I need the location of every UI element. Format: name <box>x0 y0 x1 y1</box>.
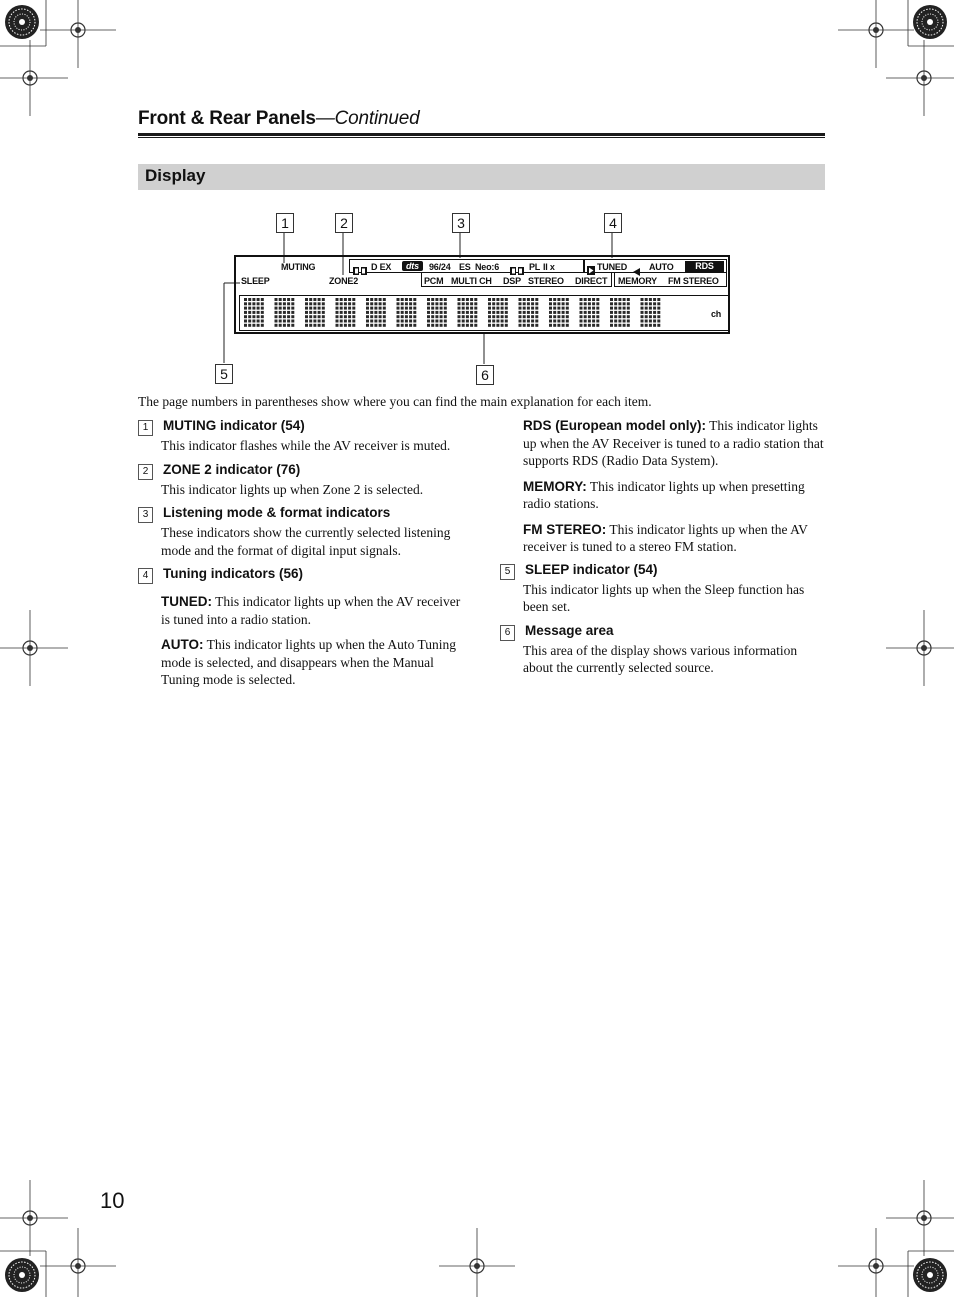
callout-2: 2 <box>335 213 353 233</box>
item-title: Message area <box>525 622 614 638</box>
memory-description <box>523 478 825 513</box>
right-column <box>500 417 825 677</box>
memory-text: This indicator lights up when presetting radio stations. <box>523 478 805 511</box>
callout-5: 5 <box>215 364 233 384</box>
callout-1: 1 <box>276 213 294 233</box>
rds-description <box>523 417 825 470</box>
es-indicator: ES <box>459 262 471 272</box>
item-number: 5 <box>500 564 515 580</box>
item-zone2 <box>138 461 468 499</box>
auto-indicator: AUTO <box>649 262 674 272</box>
direct-indicator: DIRECT <box>575 276 608 286</box>
dsp-indicator: DSP <box>503 276 521 286</box>
ch-indicator: ch <box>711 309 722 319</box>
auto-label: AUTO: <box>161 637 204 652</box>
header-title: Front & Rear Panels <box>138 108 316 129</box>
tuned-right-arrow-icon <box>587 262 595 271</box>
pl2x-indicator: II x <box>543 262 555 272</box>
item-tuning <box>138 565 468 689</box>
intro-text: The page numbers in parentheses show where you can find the main explanation for each item. <box>138 394 652 409</box>
item-body: This indicator lights up when the Sleep function has been set. <box>523 581 805 614</box>
item-number: 3 <box>138 507 153 523</box>
fm-stereo-label: FM STEREO: <box>523 521 607 537</box>
fm-stereo-description <box>523 521 825 556</box>
item-number: 4 <box>138 568 153 584</box>
auto-text: This indicator lights up when the Auto Tuning mode is selected, and disappears when the Manual Tuning mode is selected. <box>161 637 457 687</box>
fm-stereo-text: This indicator lights up when the AV receiver is tuned to a stereo FM station. <box>523 521 808 554</box>
zone2-indicator: ZONE2 <box>329 276 359 286</box>
item-title: SLEEP indicator (54) <box>525 561 658 577</box>
multich-indicator: MULTI CH <box>451 276 492 286</box>
leader-lines <box>0 0 954 420</box>
muting-indicator: MUTING <box>281 262 316 272</box>
item-body: These indicators show the currently selected listening mode and the format of digital input signals. <box>161 525 451 558</box>
callout-4: 4 <box>604 213 622 233</box>
dolby-pl-logo-icon <box>510 262 524 270</box>
memory-indicator: MEMORY <box>618 276 657 286</box>
rds-text: This indicator lights up when the AV Receiver is tuned to a radio station that supports RDS (Radio Data System). <box>523 418 824 468</box>
neo6-indicator: Neo:6 <box>475 262 500 272</box>
auto-description <box>161 636 468 689</box>
fm-stereo-indicator: FM STEREO <box>668 276 719 286</box>
dolby-logo-icon <box>353 262 367 270</box>
pcm-indicator: PCM <box>424 276 444 286</box>
item-title: MUTING indicator (54) <box>163 418 305 433</box>
pl-indicator: PL <box>529 262 541 272</box>
tuned-text: This indicator lights up when the AV receiver is tuned into a radio station. <box>161 594 461 627</box>
tuned-left-arrow-icon <box>633 263 640 271</box>
item-listening-mode <box>138 504 468 559</box>
item-body: This indicator lights up when Zone 2 is selected. <box>161 481 424 497</box>
item-message-area <box>500 622 825 677</box>
tuned-indicator: TUNED <box>597 262 627 272</box>
item-number: 6 <box>500 625 515 641</box>
memory-label: MEMORY: <box>523 478 587 494</box>
tuned-description <box>161 593 468 628</box>
rds-label: RDS (European model only): <box>523 418 707 433</box>
dex-indicator: D EX <box>371 262 392 272</box>
item-number: 1 <box>138 420 153 436</box>
message-dot-matrix <box>244 297 704 329</box>
dts-indicator: dts <box>402 261 423 271</box>
item-body: This indicator flashes while the AV receiver is muted. <box>161 438 451 453</box>
stereo-indicator: STEREO <box>528 276 564 286</box>
item-body: This area of the display shows various information about the currently selected source. <box>523 642 798 675</box>
rds-indicator: RDS <box>685 261 724 272</box>
callout-3: 3 <box>452 213 470 233</box>
item-title: Tuning indicators (56) <box>163 566 304 581</box>
callout-6: 6 <box>476 365 494 385</box>
header-continued: —Continued <box>315 108 420 129</box>
sleep-indicator: SLEEP <box>241 276 270 286</box>
item-title: Listening mode & format indicators <box>163 505 391 520</box>
resolution-indicator: 96/24 <box>429 262 451 272</box>
item-title: ZONE 2 indicator (76) <box>163 461 301 477</box>
section-title: Display <box>145 166 206 185</box>
page-number: 10 <box>100 1188 125 1213</box>
item-sleep <box>500 561 825 616</box>
item-number: 2 <box>138 464 153 480</box>
left-column <box>138 417 468 689</box>
item-muting <box>138 417 468 455</box>
tuned-label: TUNED: <box>161 594 212 609</box>
